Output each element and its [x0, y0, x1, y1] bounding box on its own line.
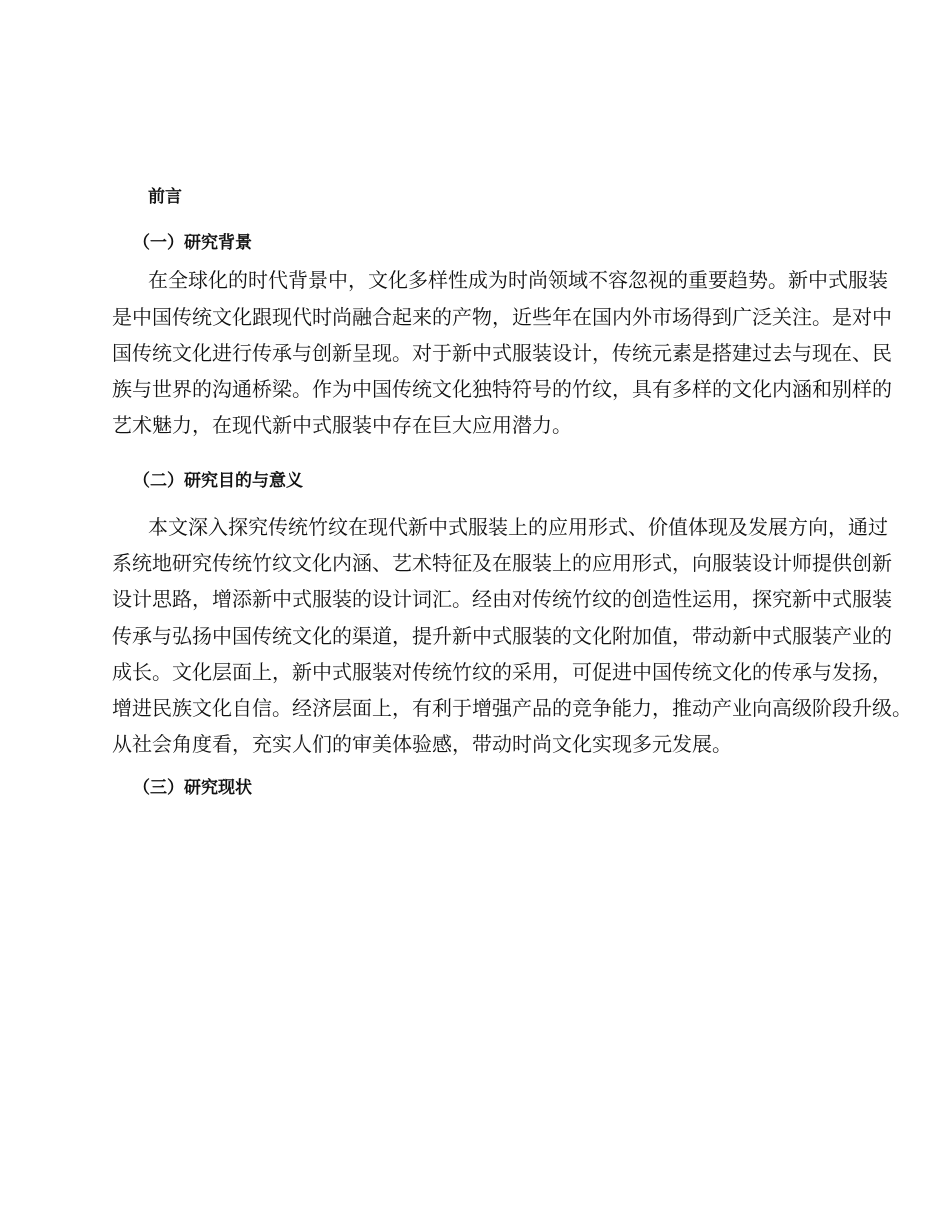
paragraph-line: 成长。文化层面上，新中式服装对传统竹纹的采用，可促进中国传统文化的传承与发扬，	[112, 660, 892, 684]
paragraph-line: 是中国传统文化跟现代时尚融合起来的产物，近些年在国内外市场得到广泛关注。是对中	[112, 305, 892, 329]
section-heading-purpose: （二）研究目的与意义	[133, 471, 303, 491]
paragraph-line: 本文深入探究传统竹纹在现代新中式服装上的应用形式、价值体现及发展方向，通过	[148, 515, 888, 539]
paragraph-line: 国传统文化进行传承与创新呈现。对于新中式服装设计，传统元素是搭建过去与现在、民	[112, 341, 892, 365]
paragraph-line: 设计思路，增添新中式服装的设计词汇。经由对传统竹纹的创造性运用，探究新中式服装	[112, 587, 892, 611]
section-heading-background: （一）研究背景	[133, 233, 252, 253]
paragraph-line: 传承与弘扬中国传统文化的渠道，提升新中式服装的文化附加值，带动新中式服装产业的	[112, 624, 892, 648]
preface-heading: 前言	[148, 187, 182, 207]
paragraph-line: 艺术魅力，在现代新中式服装中存在巨大应用潜力。	[112, 413, 572, 437]
paragraph-line: 系统地研究传统竹纹文化内涵、艺术特征及在服装上的应用形式，向服装设计师提供创新	[112, 551, 892, 575]
section-heading-status: （三）研究现状	[133, 778, 252, 798]
paragraph-line: 族与世界的沟通桥梁。作为中国传统文化独特符号的竹纹，具有多样的文化内涵和别样的	[112, 377, 892, 401]
paragraph-line: 在全球化的时代背景中，文化多样性成为时尚领域不容忽视的重要趋势。新中式服装	[148, 268, 888, 292]
paragraph-line: 增进民族文化自信。经济层面上，有利于增强产品的竞争能力，推动产业向高级阶段升级。	[112, 696, 912, 720]
paragraph-line: 从社会角度看，充实人们的审美体验感，带动时尚文化实现多元发展。	[112, 732, 732, 756]
